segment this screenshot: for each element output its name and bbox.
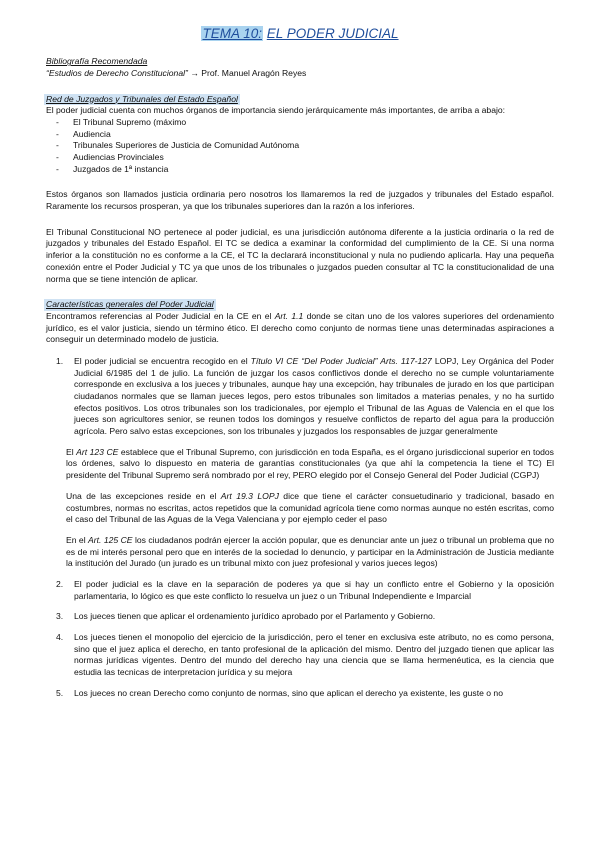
bibliography-entry (46, 68, 554, 80)
list-item: - Juzgados de 1ª instancia (46, 164, 554, 176)
item-text: El poder judicial es la clave en la separación de poderes ya que si hay un conflicto entre el Gobierno y la oposición parlamentaria, lo lógico es que este conflicto lo resuelva un juez o un Tribunal Independiente e Imparcial (74, 578, 554, 601)
sub-paragraph-art-125: En el Art. 125 CE los ciudadanos podrán ejercer la acción popular, que es denunciar ante un juez o tribunal un problema que no es de mi interés personal pero que en interés de la sociedad lo denuncio, y participar en la Administración de Justicia mediante la institución del Jurado (un jurado es un tribunal mixto con juez profesional y varios jueces legos) (66, 534, 555, 569)
section1-paragraph-1: Estos órganos son llamados justicia ordinaria pero nosotros los llamaremos la red de juzgados y tribunales del Estado español. Raramente los recursos prosperan, ya que los tribunales superiores dan la razón a los inferiores. (46, 189, 554, 212)
item-number: 2. (56, 578, 64, 589)
list-item: - Audiencias Provinciales (46, 152, 554, 164)
item-number: 4. (56, 632, 64, 642)
list-item (46, 632, 554, 679)
list-item (46, 579, 554, 602)
sub-paragraph-art-123: El Art 123 CE establece que el Tribunal Supremo, con jurisdicción en toda España, es el órgano jurisdiccional superior en todos los órdenes, salvo lo dispuesto en materia de garantías constitucionales (ya que ahí la competencia la tiene el TC) El presidente del Tribunal Supremo será nombrado por el rey, PERO elegido por el Consejo General del Poder Judicial (CGPJ) (66, 446, 554, 481)
item-text: Los jueces tienen el monopolio del ejercicio de la jurisdicción, pero el tener en exclusiva este atributo, no es como persona, sino que el juez aplica el derecho, en tanto profesional de la aplicación del mismo. Dentro del juzgado tienen que aplicar las normas jurídicas vigentes. Dentro del mundo del derecho hay una ciencia que se llama hermenéutica, es la ciencia que estudia las tecnicas de interpretacion jurídica y su mejora (74, 632, 554, 678)
list-item (46, 688, 554, 700)
list-item (46, 611, 554, 623)
item-number: 3. (56, 611, 64, 622)
page-title (46, 26, 554, 42)
item-text: El poder judicial se encuentra recogido en el Título VI CE “Del Poder Judicial” Arts. 117-127 LOPJ, Ley Orgánica del Poder Judicial 6/1985 del 1 de julio. La función de juzgar los casos conflictivos donde el derecho no se cumple voluntariamente corresponde en exclusiva a los jueces y tribunales, aunque hay una excepción, hay tribunales de jurado en los que participan ciudadanos normales que se llaman jueces legos, pero estos tribunales son limitados a materias penales, y no ha surtido efectos positivos. Los otros tribunales son los tradicionales, por ejemplo el Tribunal de las Aguas de Valencia en el que los jueces son agricultores senior, se reunen todos los domingos y resuelve conflictos de reparto del agua para la producción agrícola. Pero salvo estas excepciones, son los tribunales y juzgados los responsables de juzgar generalmente (74, 355, 554, 437)
section-heading-red-juzgados: Red de Juzgados y Tribunales del Estado Español (46, 93, 238, 104)
section2-intro: Encontramos referencias al Poder Judicial en la CE en el Art. 1.1 donde se citan uno de los valores superiores del ordenamiento jurídico, es el valor justicia, siendo un término ético. El derecho como conjunto de normas tiene unas determinadas aspiraciones a conseguir un determinado modelo de justicia. (46, 310, 555, 345)
list-item: - Audiencia (46, 129, 554, 141)
bibliography-author: → Prof. Manuel Aragón Reyes (190, 67, 307, 78)
characteristics-list-cont (46, 579, 554, 700)
section1-intro: El poder judicial cuenta con muchos órganos de importancia siendo jerárquicamente más importantes, de arriba a abajo: (46, 105, 506, 116)
section1-paragraph-2: El Tribunal Constitucional NO pertenece al poder judicial, es una jurisdicción autónoma diferente a la justicia ordinaria o la red de juzgados y tribunales del Estado Español. El TC se dedica a examinar la conformidad del cumplimiento de la CE. Si una norma inferior a la constitución no es conforme a la CE, el TC la declarará inconstitucional y nula no pudiendo aplicarla. Hay una pequeña conexión entre el Poder Judicial y TC ya que unos de los tribunales o juzgados pueden consultar al TC la constitucionalidad de una norma que se tiene intención de aplicar. (46, 226, 554, 284)
item-text: Los jueces no crean Derecho como conjunto de normas, sino que aplican el derecho ya existente, les guste o no (74, 687, 503, 698)
characteristics-list (46, 356, 554, 438)
list-item (46, 356, 554, 438)
list-item: - El Tribunal Supremo (máximo (46, 117, 554, 129)
sub-paragraph-art-19: Una de las excepciones reside en el Art 19.3 LOPJ dice que tiene el carácter consuetudinario y tradicional, basado en costumbres, normas no escritas, actos repetidos que la comunidad agrícola tiene como normas aunque no estén escritas, como el caso del Tribunal de las Aguas de la Vega Valenciana y por ejemplo ceder el paso (66, 490, 554, 525)
title-text: EL PODER JUDICIAL (266, 26, 399, 41)
list-item: - Tribunales Superiores de Justicia de Comunidad Autónoma (46, 140, 554, 152)
court-hierarchy-list (46, 117, 554, 175)
bibliography-book: “Estudios de Derecho Constitucional” (46, 67, 188, 78)
title-highlight: TEMA 10: (202, 26, 262, 41)
item-text: Los jueces tienen que aplicar el ordenamiento jurídico aprobado por el Parlamento y Gobierno. (74, 611, 436, 622)
bibliography-heading: Bibliografía Recomendada (46, 56, 148, 67)
section-heading-caracteristicas: Características generales del Poder Judicial (46, 299, 214, 310)
item-number: 1. (56, 355, 64, 366)
item-number: 5. (56, 687, 64, 698)
document-page (46, 26, 554, 708)
